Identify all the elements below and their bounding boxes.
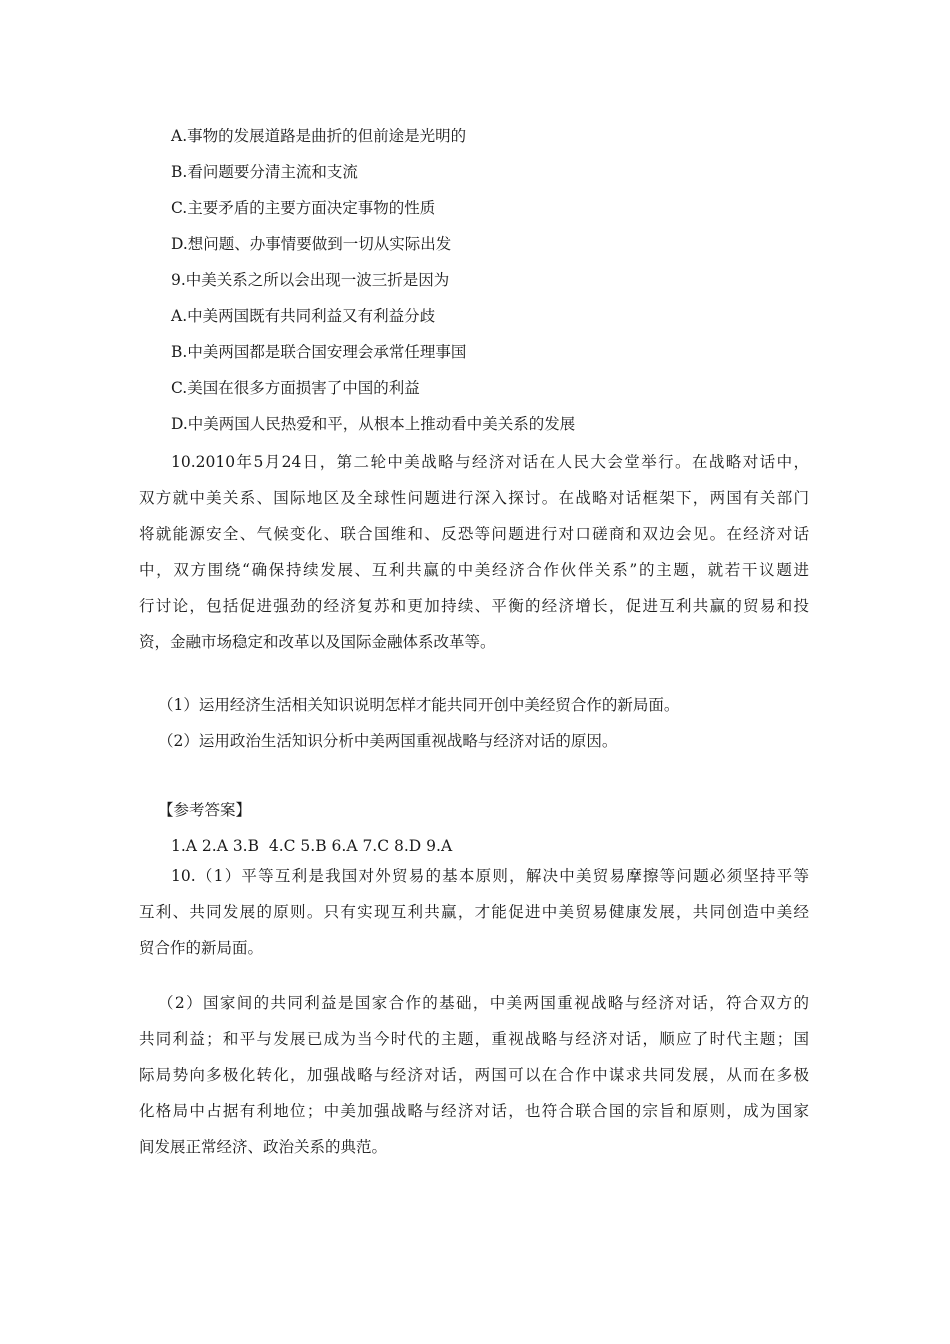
- q10-stem-line: 中，双方围绕“确保持续发展、互利共赢的中美经济合作伙伴关系”的主题，就若干议题进: [139, 561, 809, 579]
- answer-line: 际局势向多极化转化，加强战略与经济对话，两国可以在合作中谋求共同发展，从而在多极: [139, 1066, 809, 1084]
- q9-option-d: D.中美两国人民热爱和平，从根本上推动看中美关系的发展: [171, 415, 576, 433]
- q9-option-c: C.美国在很多方面损害了中国的利益: [171, 379, 420, 397]
- q9-option-b: B.中美两国都是联合国安理会承常任理事国: [171, 343, 467, 361]
- q8-option-c: C.主要矛盾的主要方面决定事物的性质: [171, 199, 436, 217]
- q10-stem-line: 将就能源安全、气候变化、联合国维和、反恐等问题进行对口磋商和双边会见。在经济对话: [139, 525, 809, 543]
- answer-10-1: [139, 858, 809, 966]
- q10-stem-line: 行讨论，包括促进强劲的经济复苏和更加持续、平衡的经济增长，促进互利共赢的贸易和投: [139, 597, 809, 615]
- q9-option-a: A.中美两国既有共同利益又有利益分歧: [171, 307, 436, 325]
- answer-line: 互利、共同发展的原则。只有实现互利共赢，才能促进中美贸易健康发展，共同创造中美经: [139, 903, 809, 921]
- q9-stem: 9.中美关系之所以会出现一波三折是因为: [171, 271, 450, 289]
- answer-line: 共同利益；和平与发展已成为当今时代的主题，重视战略与经济对话，顺应了时代主题；国: [139, 1030, 809, 1048]
- answer-line: 贸合作的新局面。: [139, 939, 264, 957]
- q10-stem-line: 10.2010年5月24日，第二轮中美战略与经济对话在人民大会堂举行。在战略对话中，: [171, 453, 809, 471]
- q8-option-b: B.看问题要分清主流和支流: [171, 163, 358, 181]
- q10-sub-question-2: （2）运用政治生活知识分析中美两国重视战略与经济对话的原因。: [158, 732, 618, 750]
- q8-option-a: A.事物的发展道路是曲折的但前途是光明的: [171, 127, 467, 145]
- answers-heading: 【参考答案】: [158, 801, 252, 819]
- q8-option-d: D.想问题、办事情要做到一切从实际出发: [171, 235, 452, 253]
- answer-line: （2）国家间的共同利益是国家合作的基础，中美两国重视战略与经济对话，符合双方的: [158, 994, 809, 1012]
- answer-line: 间发展正常经济、政治关系的典范。: [139, 1138, 388, 1156]
- answer-line: 10.（1）平等互利是我国对外贸易的基本原则，解决中美贸易摩擦等问题必须坚持平等: [171, 867, 809, 885]
- answers-choices: 1.A 2.A 3.B 4.C 5.B 6.A 7.C 8.D 9.A: [171, 837, 453, 855]
- q10-sub-question-1: （1）运用经济生活相关知识说明怎样才能共同开创中美经贸合作的新局面。: [158, 696, 680, 714]
- q10-stem-line: 资，金融市场稳定和改革以及国际金融体系改革等。: [139, 633, 496, 651]
- answer-line: 化格局中占据有利地位；中美加强战略与经济对话，也符合联合国的宗旨和原则，成为国家: [139, 1102, 809, 1120]
- answer-10-2: [139, 985, 809, 1165]
- q10-stem-line: 双方就中美关系、国际地区及全球性问题进行深入探讨。在战略对话框架下，两国有关部门: [139, 489, 809, 507]
- q10-stem: [139, 444, 809, 660]
